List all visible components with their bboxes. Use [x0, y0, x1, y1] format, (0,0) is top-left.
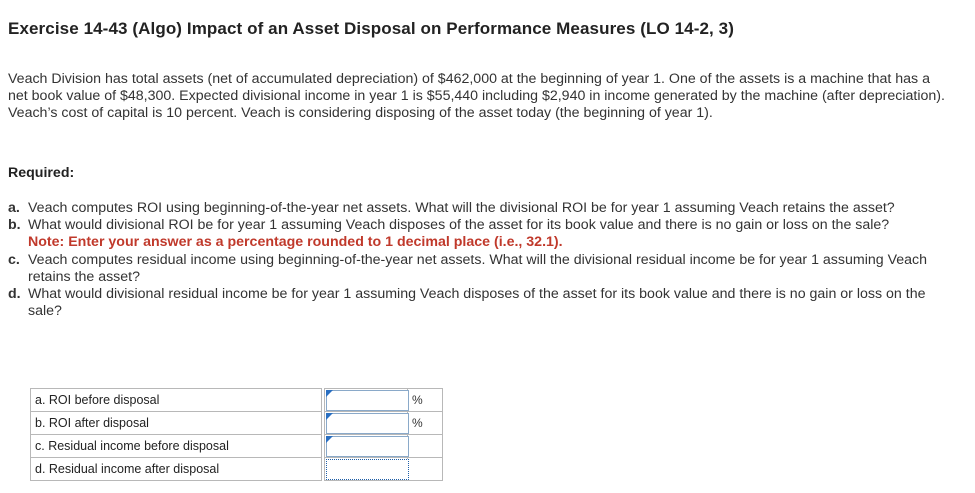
- answer-cell: [325, 389, 408, 412]
- unit-label: [408, 435, 443, 458]
- unit-label: [408, 458, 443, 481]
- flag-icon: [326, 390, 333, 397]
- answer-cell: [325, 435, 408, 458]
- question-b: [8, 217, 953, 234]
- question-letter: d.: [8, 286, 21, 303]
- required-heading: Required:: [8, 165, 75, 181]
- answer-row-roi-before: [31, 389, 443, 412]
- question-text: Veach computes residual income using beginning-of-the-year net assets. What will the divisional residual income be for year 1 assuming Veach retains the asset?: [28, 251, 928, 285]
- answer-label: c. Residual income before disposal: [31, 435, 322, 458]
- question-d: [8, 286, 953, 320]
- ri-after-input[interactable]: [326, 459, 409, 480]
- question-letter: c.: [8, 251, 20, 268]
- rounding-note: Note: Enter your answer as a percentage rounded to 1 decimal place (i.e., 32.1).: [28, 234, 563, 251]
- question-list: [8, 200, 953, 320]
- answer-cell: [325, 458, 408, 481]
- answer-row-ri-after: [31, 458, 443, 481]
- unit-label: %: [408, 412, 443, 435]
- answer-row-ri-before: [31, 435, 443, 458]
- answer-cell: [325, 412, 408, 435]
- ri-before-input[interactable]: [326, 436, 409, 457]
- answer-table: [30, 388, 443, 481]
- flag-icon: [326, 413, 333, 420]
- question-text: What would divisional ROI be for year 1 assuming Veach disposes of the asset for its book value and there is no gain or loss on the sale?: [28, 217, 890, 234]
- question-letter: b.: [8, 217, 21, 234]
- roi-before-input[interactable]: [326, 390, 409, 411]
- roi-after-input[interactable]: [326, 413, 409, 434]
- problem-paragraph: Veach Division has total assets (net of accumulated depreciation) of $462,000 at the beginning of year 1. One of the assets is a machine that has a net book value of $48,300. Expected divisional income in year 1 is $55,440 including $2,940 in income generated by the machine (after depreciation). Veach’s cost of capital is 10 percent. Veach is considering disposing of the asset today (the beginning of year 1).: [8, 71, 945, 122]
- question-a: [8, 200, 953, 217]
- exercise-title: Exercise 14-43 (Algo) Impact of an Asset Disposal on Performance Measures (LO 14-2, 3): [8, 19, 734, 38]
- question-text: Veach computes ROI using beginning-of-the-year net assets. What will the divisional ROI be for year 1 assuming Veach retains the asset?: [28, 200, 895, 216]
- question-letter: a.: [8, 200, 20, 216]
- answer-label: d. Residual income after disposal: [31, 458, 322, 481]
- answer-label: b. ROI after disposal: [31, 412, 322, 435]
- flag-icon: [326, 436, 333, 443]
- question-text: What would divisional residual income be for year 1 assuming Veach disposes of the asset for its book value and there is no gain or loss on the sale?: [28, 286, 926, 320]
- answer-label: a. ROI before disposal: [31, 389, 322, 412]
- unit-label: %: [408, 389, 443, 412]
- question-c: [8, 252, 953, 286]
- answer-row-roi-after: [31, 412, 443, 435]
